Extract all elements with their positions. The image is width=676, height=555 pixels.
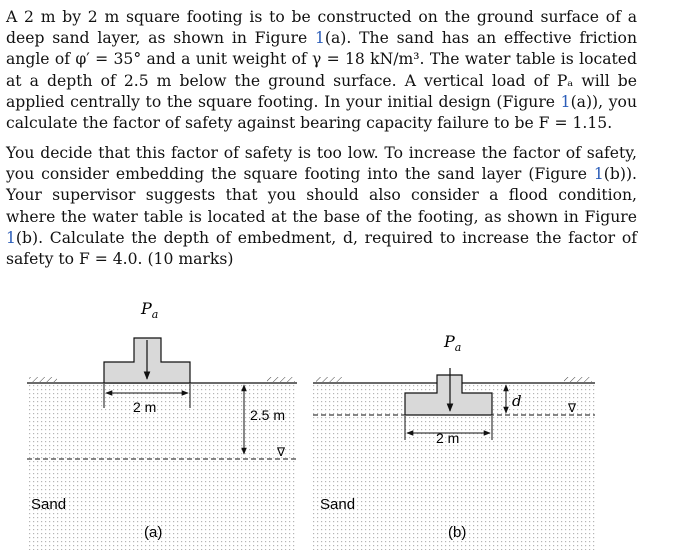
footing-figure (0, 280, 676, 555)
paragraph1-text-1: A 2 m by 2 m square footing is to be constructed on the ground surface of a deep sand layer, as shown in Figure (6, 8, 637, 48)
figure-reference-link[interactable]: 1 (593, 165, 604, 184)
embedment-label-b: d (512, 392, 522, 410)
paragraph2-text-2: (b)). Your supervisor suggests that you should also consider a flood condition, where the water table is located at the base of the footing, as shown in Figure (6, 165, 637, 226)
problem-paragraph-2 (6, 143, 637, 270)
ground-hatch-right-b (564, 377, 592, 382)
water-depth-label-a: 2.5 m (250, 407, 286, 423)
figure-panel-b (313, 332, 595, 550)
paragraph2-text-3: (b). Calculate the depth of embedment, d, required to increase the factor of safety to F = 4.0. (10 marks) (6, 228, 637, 269)
water-table-symbol-b: ∇ (568, 401, 577, 415)
footing-b (405, 375, 492, 415)
paragraph1-text-2: (a). The sand has an effective friction angle of φ′ = 35° and a unit weight of γ = 18 kN/m³. The water table is located at a depth of 2.5 m below the ground surface. A vertical load of Pₐ will be applied centrally to the square footing. In your initial design (Figure (6, 29, 637, 111)
ground-hatch-left-b (316, 377, 344, 382)
paragraph1-text-3: (a)), you calculate the factor of safety against bearing capacity failure to be F = 1.15. (6, 92, 637, 133)
figure-reference-link[interactable]: 1 (560, 92, 571, 111)
soil-label-a: Sand (31, 496, 67, 513)
load-label-b: $P_a$ (444, 332, 462, 354)
figure-reference-link[interactable]: 1 (6, 228, 16, 247)
problem-paragraph-1 (6, 7, 637, 134)
water-table-symbol-a: ∇ (277, 445, 286, 459)
soil-label-b: Sand (320, 496, 356, 513)
load-label-a: $P_a$ (141, 299, 159, 321)
width-label-a: 2 m (133, 399, 157, 415)
ground-hatch-left-a (29, 377, 57, 382)
paragraph2-text-1: You decide that this factor of safety is too low. To increase the factor of safety, you consider embedding the square footing into the sand layer (Figure (6, 144, 637, 184)
figure-caption-b: (b) (448, 524, 467, 541)
figure-caption-a: (a) (144, 524, 163, 541)
figure-panel-a (27, 299, 297, 550)
ground-hatch-right-a (267, 377, 295, 382)
width-label-b: 2 m (436, 430, 460, 446)
figure-reference-link[interactable]: 1 (315, 29, 325, 48)
